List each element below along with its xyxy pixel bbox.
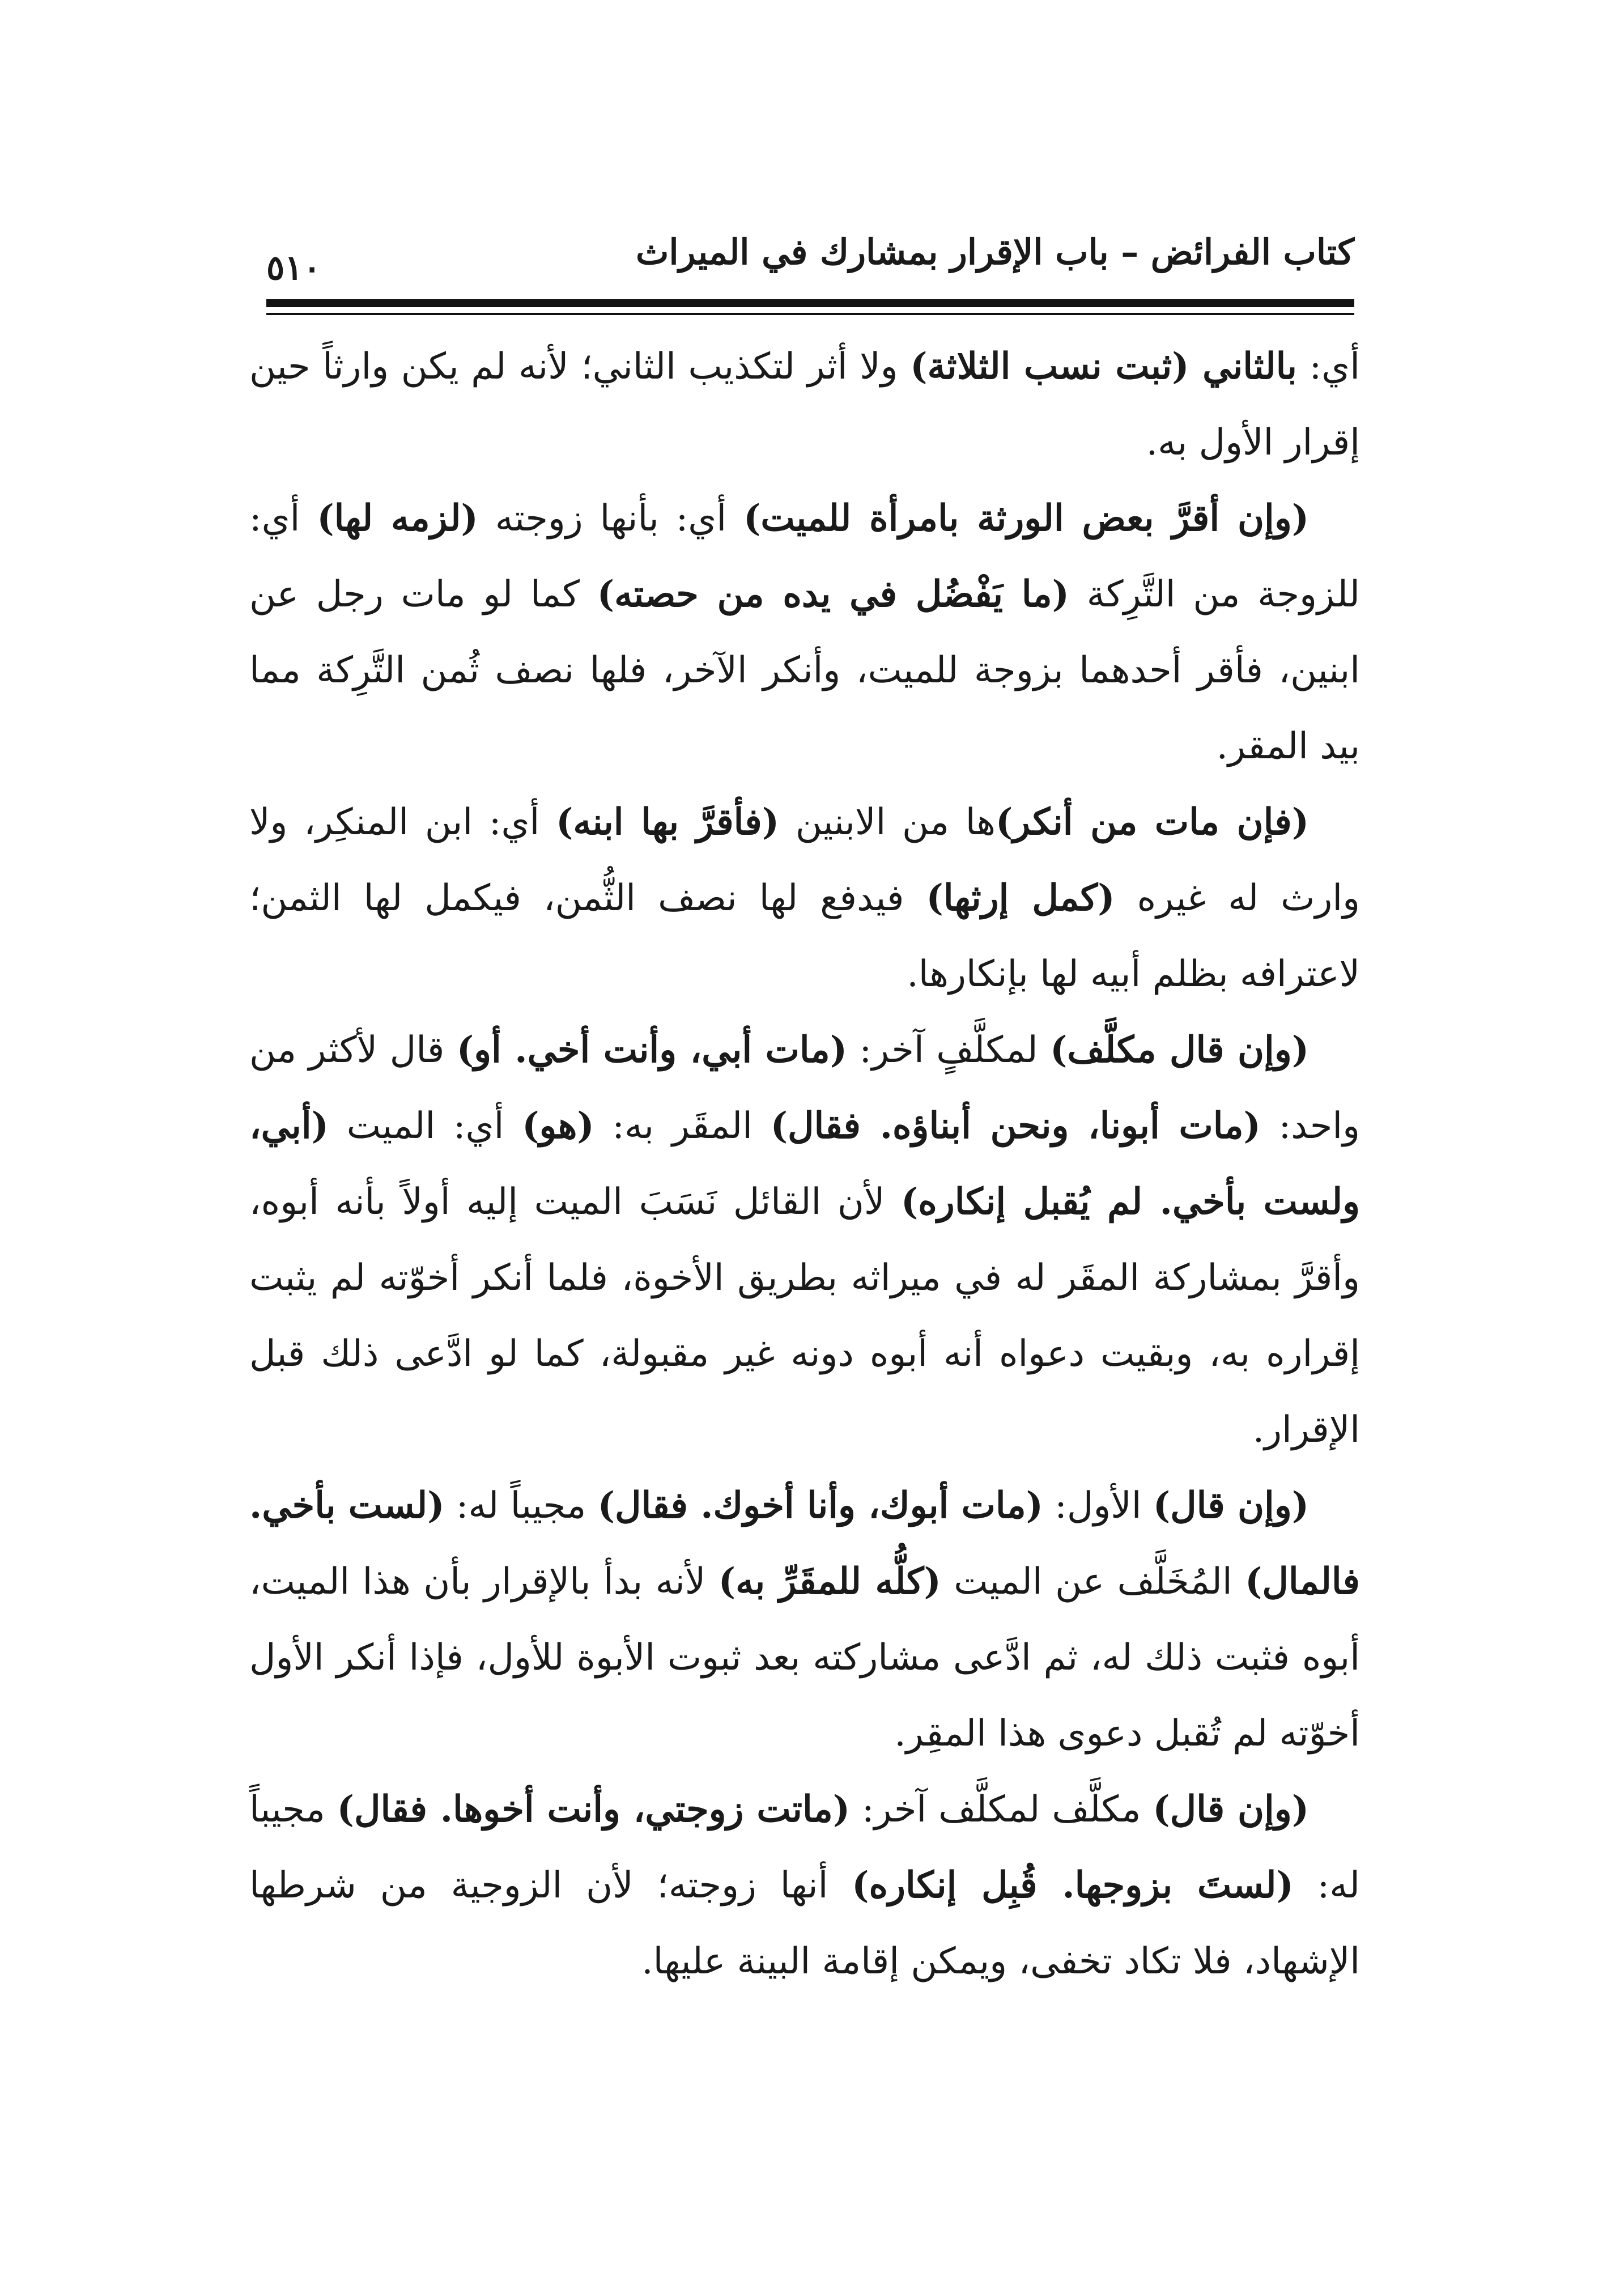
- body-text: [249, 329, 1360, 1999]
- commentary-text: أي: للزوجة من التَّرِكة: [249, 498, 1360, 615]
- matn-text: (فإن مات من أنكر): [996, 801, 1310, 843]
- commentary-text: أي: ابن المنكِر، ولا وارث له غيره: [249, 801, 1361, 919]
- matn-text: (مات أبوك، وأنا أخوك. فقال): [597, 1484, 1043, 1527]
- commentary-text: مكلَّف لمكلَّف آخر:: [850, 1789, 1153, 1831]
- matn-text: (كمل إرثها): [926, 877, 1115, 919]
- page-number: ٥١٠: [266, 248, 321, 288]
- matn-text: (لست بأخي. فالمال): [249, 1484, 1360, 1603]
- matn-text: (ما يَفْضُل في يده من حصته): [597, 573, 1069, 615]
- matn-text: (مات أبي، وأنت أخي. أو): [456, 1029, 847, 1071]
- paragraph: [249, 1468, 1360, 1772]
- commentary-text: أنها زوجته؛ لأن الزوجية من شرطها الإشهاد، فلا تكاد تخفى، ويمكن إقامة البينة عليها.: [249, 1865, 1360, 1982]
- commentary-text: أي: الميت: [328, 1105, 522, 1147]
- matn-text: (وإن أقرَّ بعض الورثة بامرأة للميت): [743, 497, 1310, 540]
- commentary-text: قال لأكثر من واحد:: [249, 1029, 1361, 1147]
- commentary-text: ها من الابنين: [779, 801, 996, 843]
- header-title: كتاب الفرائض – باب الإقرار بمشارك في الميراث: [636, 231, 1354, 273]
- commentary-text: كما لو مات رجل عن ابنين، فأقر أحدهما بزوجة للميت، وأنكر الآخر، فلها نصف ثُمن التَّرِكة مما بيد المقر.: [249, 574, 1360, 767]
- matn-text: (هو): [522, 1105, 594, 1147]
- paragraph: [249, 329, 1360, 481]
- matn-text: بالثاني (ثبت نسب الثلاثة): [910, 345, 1297, 388]
- commentary-text: لمكلَّفٍ آخر:: [847, 1029, 1051, 1071]
- paragraph: [249, 1772, 1360, 1999]
- commentary-text: المقَر به:: [594, 1105, 771, 1147]
- commentary-text: أي: بأنها زوجته: [478, 498, 744, 540]
- commentary-text: ولا أثر لتكذيب الثاني؛ لأنه لم يكن وارثاً حين إقرار الأول به.: [249, 346, 1360, 464]
- commentary-text: مجيباً له:: [249, 1789, 1361, 1906]
- matn-text: (كلُّه للمقَرِّ به): [718, 1560, 941, 1603]
- matn-text: (وإن قال مكلَّف): [1050, 1029, 1310, 1071]
- matn-text: (لستَ بزوجها. قُبِل إنكاره): [852, 1864, 1294, 1906]
- commentary-text: لأن القائل نَسَبَ الميت إليه أولاً بأنه أبوه، وأقرَّ بمشاركة المقَر له في ميراثه بطريق الأخوة، فلما أنكر أخوّته لم يثبت إقراره به، وبقيت دعواه أنه أبوه دونه غير مقبولة، كما لو ادَّعى ذلك قبل الإقرار.: [249, 1181, 1361, 1451]
- matn-text: (وإن قال): [1153, 1788, 1310, 1831]
- running-header: [266, 224, 1354, 292]
- matn-text: (مات أبونا، ونحن أبناؤه. فقال): [770, 1105, 1261, 1147]
- matn-text: (فأقرَّ بها ابنه): [556, 801, 780, 843]
- commentary-text: المُخَلَّف عن الميت: [941, 1561, 1245, 1603]
- commentary-text: أي:: [1296, 346, 1361, 388]
- header-rule-thin: [266, 313, 1354, 315]
- matn-text: (أبي، ولست بأخي. لم يُقبل إنكاره): [249, 1105, 1361, 1223]
- paragraph: [249, 481, 1360, 784]
- paragraph: [249, 1012, 1360, 1468]
- matn-text: (وإن قال): [1153, 1484, 1310, 1527]
- header-rule-thick: [266, 299, 1354, 307]
- commentary-text: لأنه بدأ بالإقرار بأن هذا الميت، أبوه فثبت ذلك له، ثم ادَّعى مشاركته بعد ثبوت الأبوة للأول، فإذا أنكر الأول أخوّته لم تُقبل دعوى هذا المقِر.: [249, 1561, 1361, 1755]
- matn-text: (لزمه لها): [317, 497, 478, 540]
- matn-text: (ماتت زوجتي، وأنت أخوها. فقال): [337, 1788, 851, 1831]
- paragraph: [249, 784, 1360, 1012]
- commentary-text: الأول:: [1043, 1485, 1153, 1527]
- commentary-text: فيدفع لها نصف الثُّمن، فيكمل لها الثمن؛ لاعترافه بظلم أبيه لها بإنكارها.: [249, 877, 1360, 995]
- commentary-text: مجيباً له:: [444, 1485, 598, 1527]
